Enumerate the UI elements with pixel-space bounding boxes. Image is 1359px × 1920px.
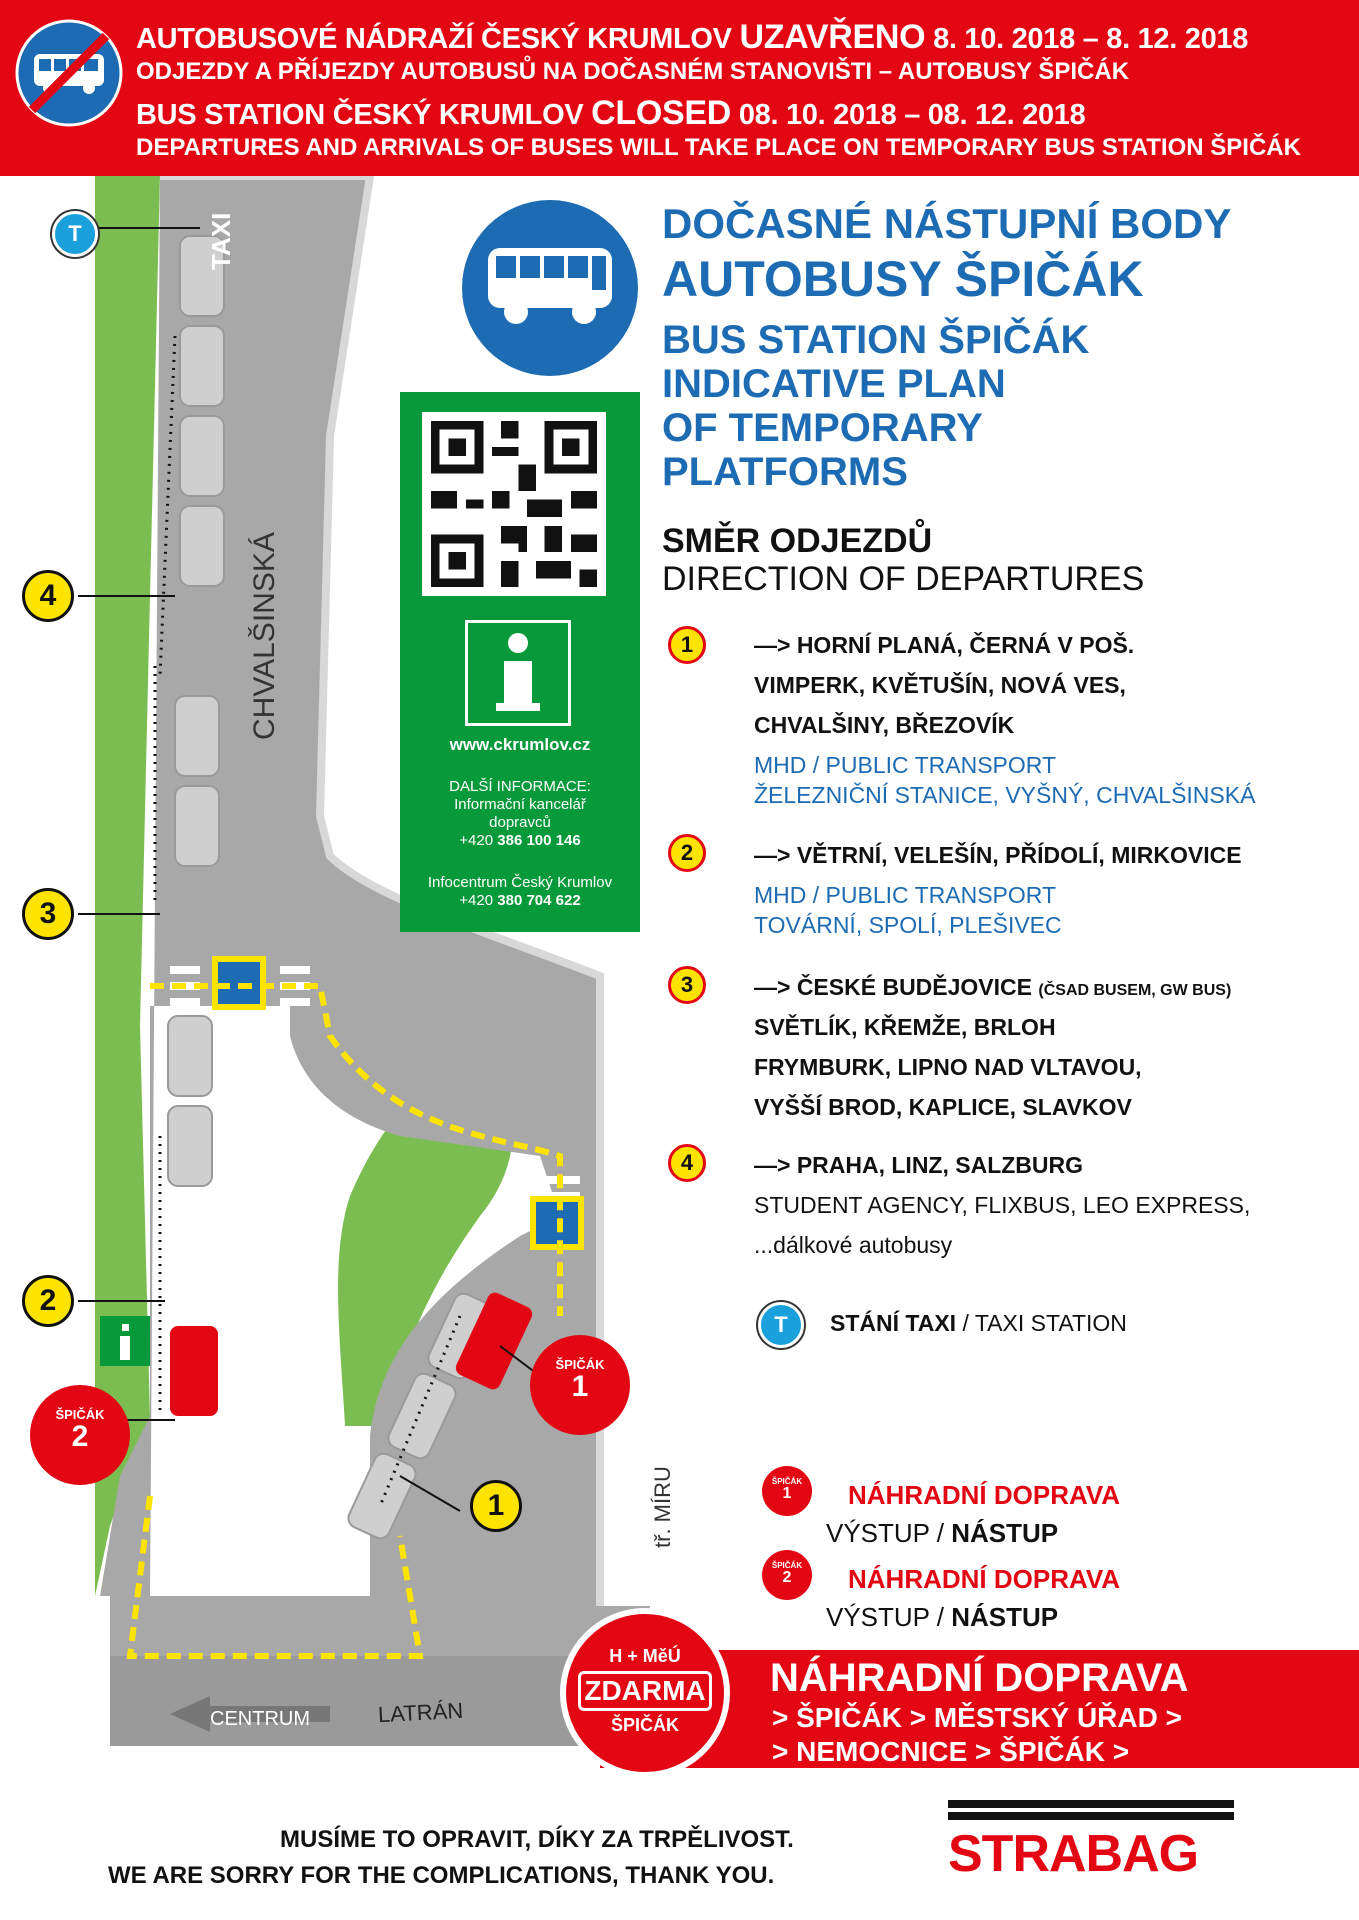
info-infocentrum: Infocentrum Český Krumlov <box>427 874 613 891</box>
direction-3-line4: VYŠŠÍ BROD, KAPLICE, SLAVKOV <box>754 1094 1132 1120</box>
bus-icon <box>460 198 640 378</box>
spicak-2-badge: ŠPIČÁK 2 <box>30 1385 130 1485</box>
direction-3-line1: —> ČESKÉ BUDĚJOVICE (ČSAD BUSEM, GW BUS) <box>754 974 1232 1000</box>
direction-4-extra1: STUDENT AGENCY, FLIXBUS, LEO EXPRESS, <box>754 1192 1251 1218</box>
info-office-phone: +420 386 100 146 <box>459 832 581 849</box>
banner-cz-line2: ODJEZDY A PŘÍJEZDY AUTOBUSŮ NA DOČASNÉM STANOVIŠTI – AUTOBUSY ŠPIČÁK <box>136 58 1130 85</box>
replacement-1-exit-board: VÝSTUP / NÁSTUP <box>826 1518 1059 1548</box>
footer-cz: MUSÍME TO OPRAVIT, DÍKY ZA TRPĚLIVOST. <box>280 1826 794 1853</box>
title-en-line1: BUS STATION ŠPIČÁK <box>662 318 1090 362</box>
street-miru: tř. MÍRU <box>650 1466 675 1548</box>
no-bus-icon <box>14 18 124 128</box>
direction-1-mhd-label: MHD / PUBLIC TRANSPORT <box>754 752 1057 778</box>
banner-cz-line1: AUTOBUSOVÉ NÁDRAŽÍ ČESKÝ KRUMLOV UZAVŘENO 8. 10. 2018 – 8. 12. 2018 <box>136 18 1249 56</box>
map-stop-3: 3 <box>22 888 74 940</box>
info-more-label: DALŠÍ INFORMACE: <box>449 778 591 795</box>
map-stop-4: 4 <box>22 570 74 622</box>
direction-1-line3: CHVALŠINY, BŘEZOVÍK <box>754 712 1015 738</box>
footer-en: WE ARE SORRY FOR THE COMPLICATIONS, THANK YOU. <box>108 1862 775 1889</box>
spicak-2-legend-icon: ŠPIČÁK 2 <box>762 1550 812 1600</box>
title-cz-line1: DOČASNÉ NÁSTUPNÍ BODY <box>662 200 1232 247</box>
direction-1-mhd-stops: ŽELEZNIČNÍ STANICE, VYŠNÝ, CHVALŠINSKÁ <box>754 782 1256 808</box>
info-office-line1: Informační kancelář <box>454 796 586 813</box>
centrum-arrow-label: CENTRUM <box>210 1708 310 1730</box>
map-stop-2: 2 <box>22 1275 74 1327</box>
free-shuttle-badge: H + MěÚ ZDARMA ŠPIČÁK <box>560 1608 730 1778</box>
direction-2-line1: —> VĚTRNÍ, VELEŠÍN, PŘÍDOLÍ, MIRKOVICE <box>754 842 1242 868</box>
shuttle-route-line2: > NEMOCNICE > ŠPIČÁK > <box>772 1736 1130 1767</box>
direction-2-mhd-label: MHD / PUBLIC TRANSPORT <box>754 882 1057 908</box>
taxi-stop-marker: T <box>52 211 98 257</box>
info-panel <box>400 392 640 932</box>
banner-en-line1: BUS STATION ČESKÝ KRUMLOV CLOSED 08. 10. 2018 – 08. 12. 2018 <box>136 94 1086 132</box>
street-chvalsinska: CHVALŠINSKÁ <box>248 532 281 740</box>
replacement-2-exit-board: VÝSTUP / NÁSTUP <box>826 1602 1059 1632</box>
shuttle-route-line1: > ŠPIČÁK > MĚSTSKÝ ÚŘAD > <box>772 1702 1182 1733</box>
banner-en-line2: DEPARTURES AND ARRIVALS OF BUSES WILL TAKE PLACE ON TEMPORARY BUS STATION ŠPIČÁK <box>136 134 1301 161</box>
direction-4-extra2: ...dálkové autobusy <box>754 1232 953 1258</box>
direction-1-line1: —> HORNÍ PLANÁ, ČERNÁ V POŠ. <box>754 632 1135 658</box>
title-en-line3: OF TEMPORARY <box>662 406 983 450</box>
spicak-1-badge: ŠPIČÁK 1 <box>530 1335 630 1435</box>
station-map <box>0 176 760 1766</box>
directions-heading-en: DIRECTION OF DEPARTURES <box>662 560 1145 598</box>
direction-4-line1: —> PRAHA, LINZ, SALZBURG <box>754 1152 1084 1178</box>
strabag-logo: STRABAG <box>948 1800 1234 1882</box>
direction-1-line2: VIMPERK, KVĚTUŠÍN, NOVÁ VES, <box>754 672 1126 698</box>
direction-2-mhd-stops: TOVÁRNÍ, SPOLÍ, PLEŠIVEC <box>754 912 1062 938</box>
title-cz-line2: AUTOBUSY ŠPIČÁK <box>662 251 1144 307</box>
title-en-line2: INDICATIVE PLAN <box>662 362 1006 406</box>
replacement-2-label: NÁHRADNÍ DOPRAVA <box>848 1564 1121 1594</box>
street-latran: LATRÁN <box>377 1697 464 1728</box>
info-infocentrum-phone: +420 380 704 622 <box>459 892 581 909</box>
direction-3-marker: 3 <box>668 966 706 1004</box>
direction-1-marker: 1 <box>668 626 706 664</box>
replacement-1-label: NÁHRADNÍ DOPRAVA <box>848 1480 1121 1510</box>
directions-heading-cz: SMĚR ODJEZDŮ <box>662 522 933 560</box>
taxi-legend-icon: T <box>758 1302 804 1348</box>
info-office-line2: dopravců <box>489 814 551 831</box>
direction-3-line2: SVĚTLÍK, KŘEMŽE, BRLOH <box>754 1014 1056 1040</box>
title-en-line4: PLATFORMS <box>662 450 908 494</box>
spicak-1-legend-icon: ŠPIČÁK 1 <box>762 1466 812 1516</box>
info-url[interactable]: www.ckrumlov.cz <box>449 735 591 754</box>
taxi-legend-text: STÁNÍ TAXI / TAXI STATION <box>830 1310 1127 1336</box>
direction-4-marker: 4 <box>668 1144 706 1182</box>
direction-2-marker: 2 <box>668 834 706 872</box>
direction-3-line3: FRYMBURK, LIPNO NAD VLTAVOU, <box>754 1054 1142 1080</box>
shuttle-title: NÁHRADNÍ DOPRAVA <box>770 1656 1189 1700</box>
map-stop-1: 1 <box>470 1480 522 1532</box>
info-icon <box>465 620 571 726</box>
taxi-label: TAXI <box>206 212 236 270</box>
qr-code <box>422 412 606 596</box>
closure-banner <box>0 0 1359 176</box>
